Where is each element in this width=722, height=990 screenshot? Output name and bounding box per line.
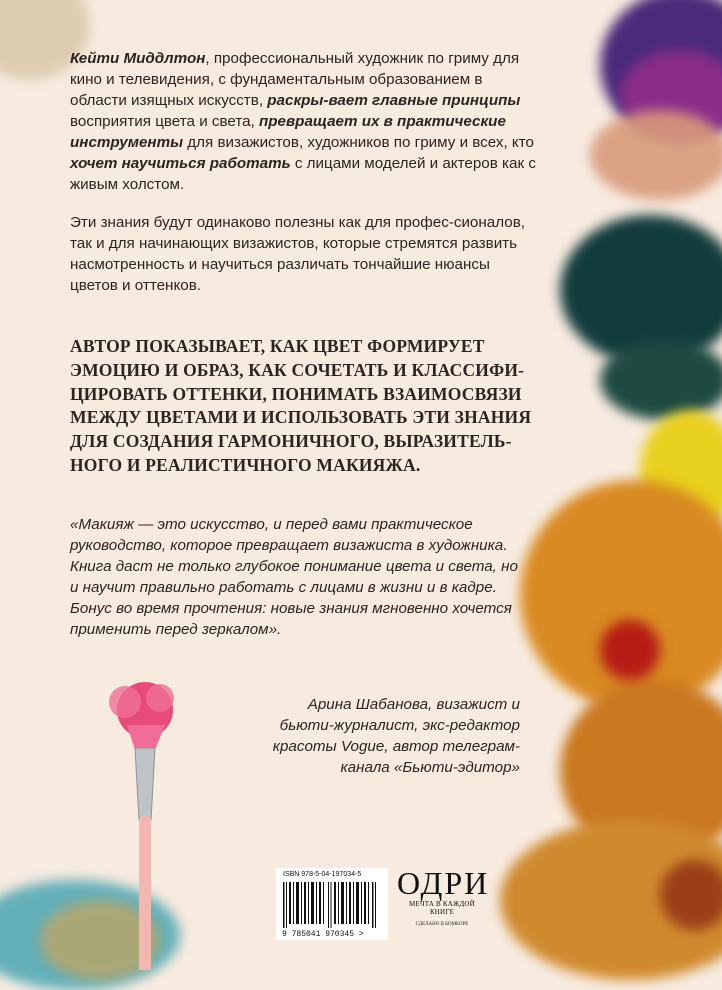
- brush-icon: [55, 670, 225, 970]
- author-name: Кейти Миддлтон: [70, 50, 206, 67]
- isbn-label: ISBN 978-5-04-197034-5: [283, 871, 362, 878]
- intro-text-3: для визажистов, художников по гриму и всех, кто: [183, 134, 534, 151]
- intro-text-1: , профессиональный художник по гриму для кино и телевидения, с фундаментальным образованием в области изящных искусств,: [70, 50, 520, 109]
- intro-emphasis-2: превращает их в практические инструменты: [70, 113, 506, 151]
- review-quote: «Макияж — это искусство, и перед вами практическое руководство, которое превращает визажиста в художника. Книга даст не только глубокое понимание цвета и света, но и научит правильно работать с лицами в жизни и в кадре. Бонус во время прочтения: новые знания мгновенно хочется применить перед зеркалом».: [70, 516, 518, 638]
- intro-emphasis-1: раскры-вает главные принципы: [267, 92, 521, 109]
- publisher-logo: [397, 865, 490, 927]
- barcode-number: 9 785041 970345 >: [282, 930, 364, 939]
- publisher-imprint: СДЕЛАНО В БОМБОРЕ: [415, 922, 469, 927]
- publisher-tagline: МЕЧТА В КАЖДОЙ КНИГЕ: [409, 900, 475, 916]
- intro-text-2: восприятия цвета и света,: [70, 113, 259, 130]
- secondary-paragraph: Эти знания будут одинаково полезны как для профес-сионалов, так и для начинающих визажистов, которые стремятся развить насмотренность и научиться различать тончайшие нюансы цветов и оттенков.: [70, 214, 525, 294]
- publisher-name: ОДРИ: [397, 865, 490, 901]
- highlight-statement: АВТОР ПОКАЗЫВАЕТ, КАК ЦВЕТ ФОРМИРУЕТ ЭМОЦИЮ И ОБРАЗ, КАК СОЧЕТАТЬ И КЛАССИФИ-ЦИРОВАТЬ ОТТЕНКИ, ПОНИМАТЬ ВЗАИМОСВЯЗИ МЕЖДУ ЦВЕТАМИ И ИСПОЛЬЗОВАТЬ ЭТИ ЗНАНИЯ ДЛЯ СОЗДАНИЯ ГАРМОНИЧНОГО, ВЫРАЗИТЕЛЬ-НОГО И РЕАЛИСТИЧНОГО МАКИЯЖА.: [70, 336, 532, 475]
- intro-paragraph: [70, 48, 540, 195]
- quote-attribution: Арина Шабанова, визажист и бьюти-журналист, экс-редактор красоты Vogue, автор телеграм-канала «Бьюти-эдитор»: [272, 696, 520, 776]
- barcode-icon: [283, 882, 381, 928]
- intro-emphasis-3: хочет научиться работать: [70, 155, 291, 172]
- intro-text-4: с лицами моделей и актеров как с живым холстом.: [70, 155, 536, 193]
